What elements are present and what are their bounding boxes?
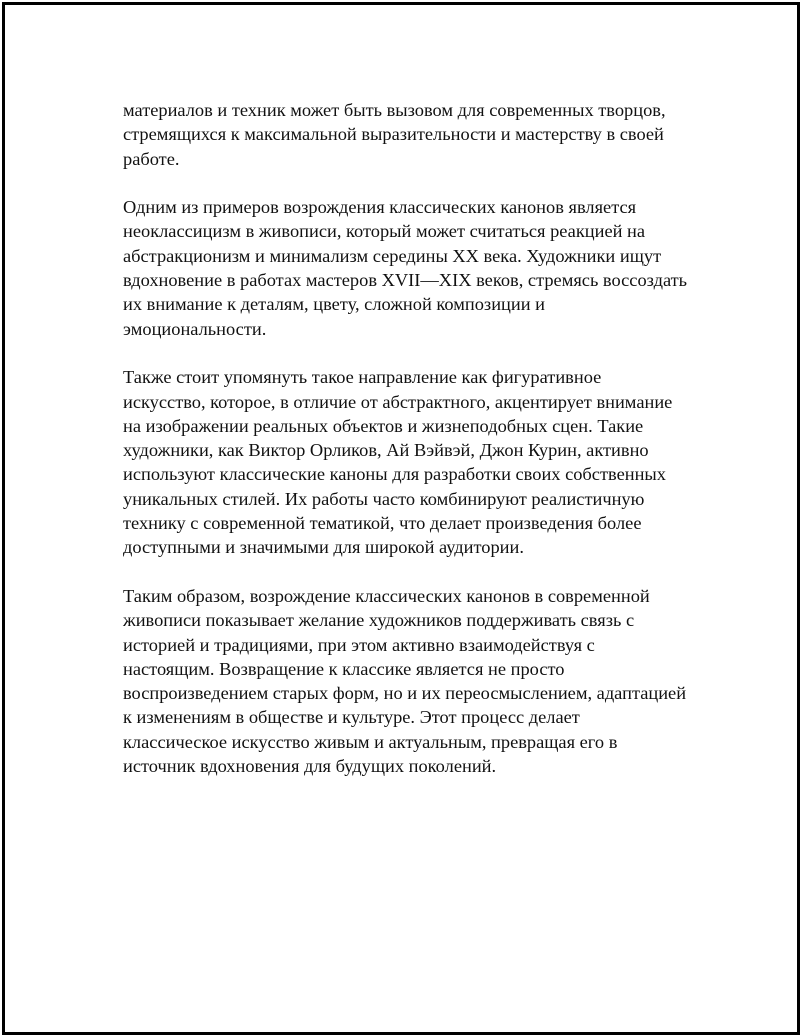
text-line: Также стоит упомянуть такое направление как фигуративное bbox=[123, 367, 602, 388]
text-line: материалов и техник может быть вызовом для современных творцов, bbox=[123, 100, 666, 120]
text-line: стремящихся к максимальной выразительности и мастерству в своей bbox=[123, 124, 664, 145]
paragraph-2 bbox=[123, 195, 713, 341]
text-line: их внимание к деталям, цвету, сложной композиции и bbox=[123, 294, 546, 315]
text-line: к изменениям в обществе и культуре. Этот процесс делает bbox=[123, 707, 580, 728]
text-line: художники, как Виктор Орликов, Ай Вэйвэй, Джон Курин, активно bbox=[123, 440, 649, 461]
page-frame bbox=[2, 2, 800, 1035]
text-line: историей и традициями, при этом активно взаимодействуя с bbox=[123, 634, 595, 655]
text-line: работе. bbox=[123, 148, 180, 169]
document-body bbox=[123, 98, 713, 803]
paragraph-1 bbox=[123, 98, 713, 171]
text-line: Одним из примеров возрождения классических канонов является bbox=[123, 197, 637, 218]
text-line: искусство, которое, в отличие от абстрактного, акцентирует внимание bbox=[123, 391, 673, 412]
text-line: настоящим. Возвращение к классике является не просто bbox=[123, 658, 565, 679]
text-line: на изображении реальных объектов и жизнеподобных сцен. Такие bbox=[123, 415, 644, 436]
text-line: технику с современной тематикой, что делает произведения более bbox=[123, 513, 642, 534]
text-line: доступными и значимыми для широкой аудитории. bbox=[123, 537, 524, 558]
text-line: вдохновение в работах мастеров XVII—XIX веков, стремясь воссоздать bbox=[123, 270, 688, 291]
text-line: эмоциональности. bbox=[123, 318, 267, 339]
text-line: неоклассицизм в живописи, который может считаться реакцией на bbox=[123, 221, 646, 242]
text-line: источник вдохновения для будущих поколений. bbox=[123, 756, 497, 777]
text-line: уникальных стилей. Их работы часто комбинируют реалистичную bbox=[123, 488, 645, 509]
paragraph-3 bbox=[123, 365, 713, 559]
paragraph-4 bbox=[123, 584, 713, 778]
text-line: живописи показывает желание художников поддерживать связь с bbox=[123, 610, 635, 631]
text-line: используют классические каноны для разработки своих собственных bbox=[123, 464, 666, 485]
text-line: воспроизведением старых форм, но и их переосмыслением, адаптацией bbox=[123, 683, 687, 704]
text-line: классическое искусство живым и актуальным, превращая его в bbox=[123, 731, 618, 752]
text-line: Таким образом, возрождение классических канонов в современной bbox=[123, 585, 650, 606]
text-line: абстракционизм и минимализм середины XX века. Художники ищут bbox=[123, 245, 662, 266]
